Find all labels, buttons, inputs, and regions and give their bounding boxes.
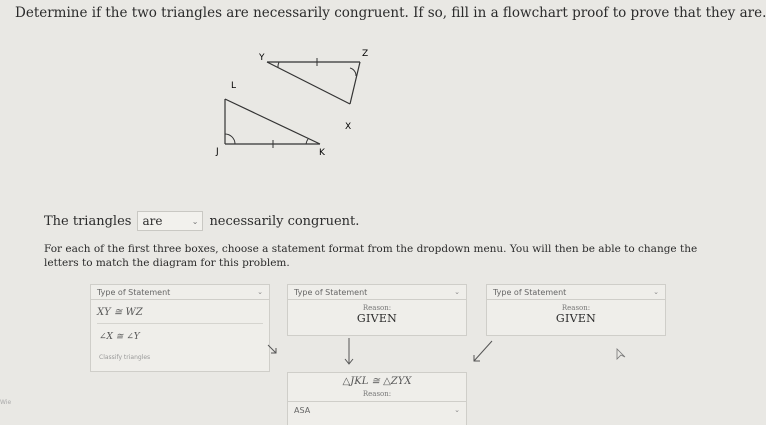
label-z: Z (362, 49, 369, 59)
classify-hint: Classify triangles (99, 354, 151, 361)
arrow-3 (474, 341, 492, 361)
dropdown-value: are (142, 214, 163, 228)
dropdown-label: Type of Statement (294, 287, 368, 297)
reason-value: GIVEN (356, 312, 398, 325)
statement-segment[interactable]: XY ≅ WZ (97, 307, 143, 318)
chevron-down-icon: ⌄ (257, 288, 263, 296)
chevron-down-icon: ⌄ (191, 216, 199, 226)
reason-label: Reason: (362, 390, 392, 398)
label-j: J (216, 147, 219, 157)
reason-label: Reason: (362, 304, 392, 312)
chevron-down-icon: ⌄ (454, 406, 460, 414)
reason-dropdown[interactable] (288, 401, 466, 418)
conclusion-statement: △JKL ≅ △ZYX (342, 376, 412, 387)
cursor-icon (617, 349, 625, 359)
congruent-prefix: The triangles (44, 213, 132, 229)
dropdown-label: Type of Statement (97, 287, 171, 297)
reason-value: GIVEN (555, 312, 597, 325)
chevron-down-icon: ⌄ (454, 288, 460, 296)
arrow-1 (268, 345, 276, 353)
label-l: L (231, 81, 237, 91)
label-x: X (345, 122, 352, 132)
chevron-down-icon: ⌄ (653, 288, 659, 296)
edge-text: Wie (0, 399, 12, 406)
label-k: K (319, 148, 325, 158)
congruent-suffix: necessarily congruent. (209, 213, 360, 229)
instructions-text: For each of the first three boxes, choose a statement format from the dropdown menu. You will then be able to change the letters to match the diagram for this problem. (44, 243, 698, 269)
reason-label: Reason: (561, 304, 591, 312)
problem-prompt: Determine if the two triangles are necessarily congruent. If so, fill in a flowchart proof to prove that they are. (15, 5, 766, 21)
statement-angle[interactable]: ∠X ≅ ∠Y (99, 332, 140, 342)
label-y: Y (259, 53, 265, 63)
conclusion-box (287, 372, 467, 425)
dropdown-value: ASA (294, 405, 311, 415)
dropdown-label: Type of Statement (493, 287, 567, 297)
